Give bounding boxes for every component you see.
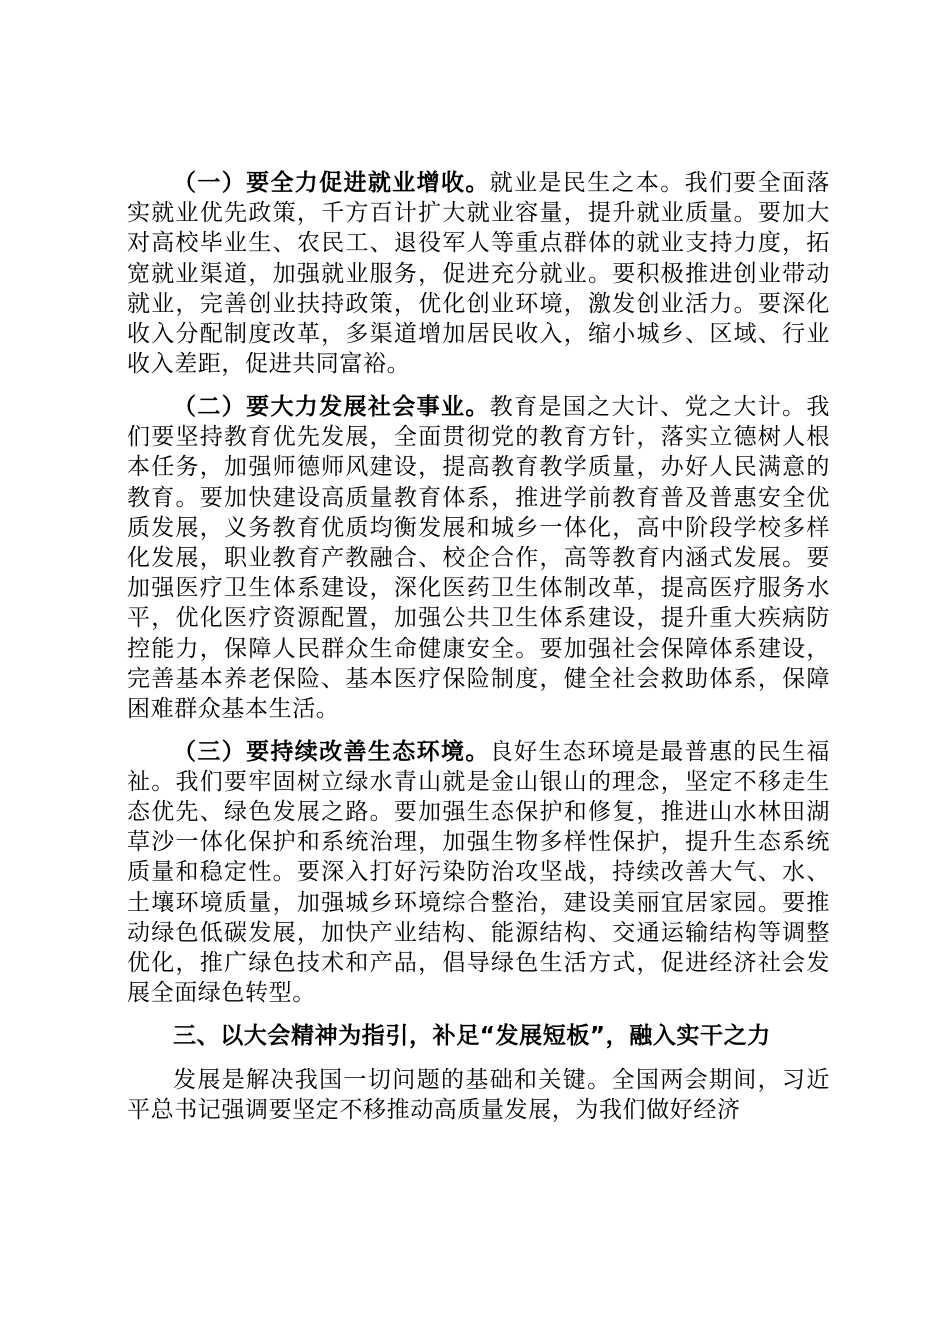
paragraph-body: 就业是民生之本。我们要全面落实就业优先政策，千方百计扩大就业容量，提升就业质量。要加大对高校毕业生、农民工、退役军人等重点群体的就业支持力度，拓宽就业渠道，加强就业服务，促进充分就业。要积极推进创业带动就业，完善创业扶持政策，优化创业环境，激发创业活力。要深化收入分配制度改革，多渠道增加居民收入，缩小城乡、区域、行业收入差距，促进共同富裕。 <box>127 170 830 378</box>
paragraph-ecology <box>127 737 830 1009</box>
paragraph-development: 发展是解决我国一切问题的基础和关键。全国两会期间，习近平总书记强调要坚定不移推动高质量发展，为我们做好经济 <box>127 1067 830 1124</box>
section-heading: 三、以大会精神为指引，补足“发展短板”，融入实干之力 <box>173 1022 771 1049</box>
paragraph-body: 教育是国之大计、党之大计。我们要坚持教育优先发展，全面贯彻党的教育方针，落实立德树人根本任务，加强师德师风建设，提高教育教学质量，办好人民满意的教育。要加快建设高质量教育体系，推进学前教育普及普惠安全优质发展，义务教育优质均衡发展和城乡一体化，高中阶段学校多样化发展，职业教育产教融合、校企合作，高等教育内涵式发展。要加强医疗卫生体系建设，深化医药卫生体制改革，提高医疗服务水平，优化医疗资源配置，加强公共卫生体系建设，提升重大疾病防控能力，保障人民群众生命健康安全。要加强社会保障体系建设，完善基本养老保险、基本医疗保险制度，健全社会救助体系，保障困难群众基本生活。 <box>127 393 830 722</box>
paragraph-social-services <box>127 392 830 724</box>
paragraph-body: 良好生态环境是最普惠的民生福祉。我们要牢固树立绿水青山就是金山银山的理念，坚定不移走生态优先、绿色发展之路。要加强生态保护和修复，推进山水林田湖草沙一体化保护和系统治理，加强生物多样性保护，提升生态系统质量和稳定性。要深入打好污染防治攻坚战，持续改善大气、水、土壤环境质量，加强城乡环境综合整治，建设美丽宜居家园。要推动绿色低碳发展，加快产业结构、能源结构、交通运输结构等调整优化，推广绿色技术和产品，倡导绿色生活方式，促进经济社会发展全面绿色转型。 <box>127 738 830 1007</box>
paragraph-lead: （三）要持续改善生态环境。 <box>173 738 490 765</box>
document-page <box>127 168 830 1138</box>
paragraph-lead: （一）要全力促进就业增收。 <box>173 170 490 196</box>
paragraph-lead: （二）要大力发展社会事业。 <box>173 393 490 420</box>
paragraph-employment <box>127 168 830 379</box>
